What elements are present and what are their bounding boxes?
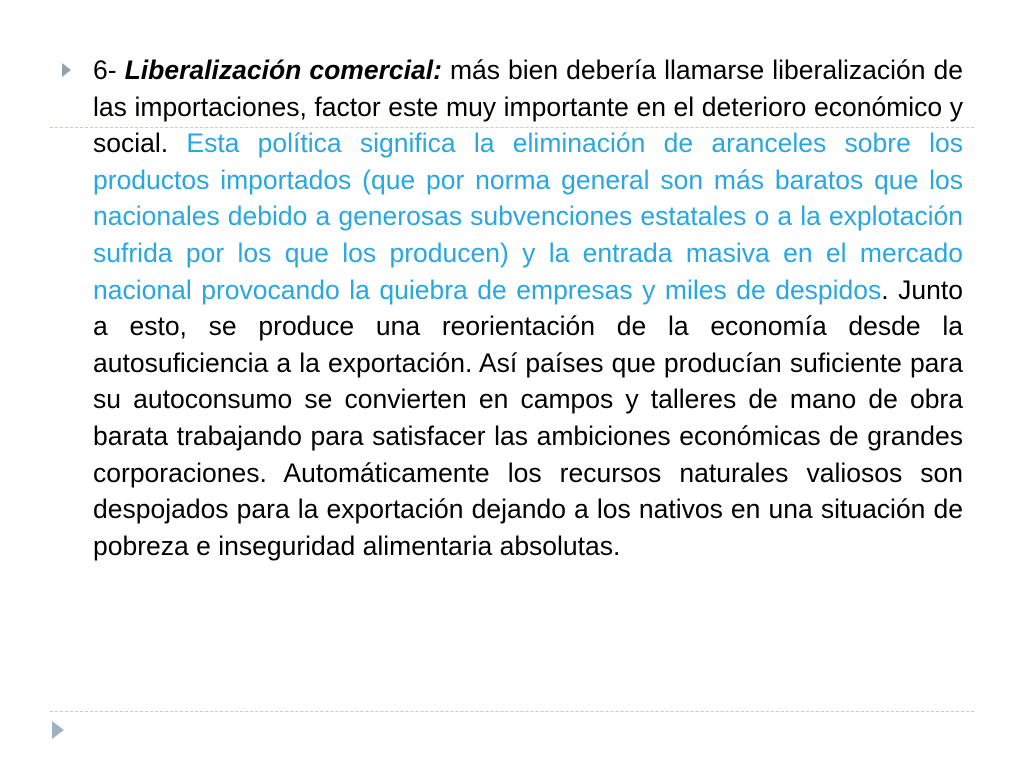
intro-text: más bien debería llamarse liberalización de las importaciones, factor este muy importante en el deterioro económico y social. [93,55,963,159]
bullet-term: Liberalización comercial: [124,55,442,85]
rest-text: . Junto a esto, se produce una reorientación de la economía desde la autosuficiencia a la exportación. Así países que producían suficiente para su autoconsumo se convierten en campos y talleres de mano de obra barata trabajando para satisfacer las ambiciones económicas de grandes corporaciones. Automáticamente los recursos naturales valiosos son despojados para la exportación dejando a los nativos en una situación de pobreza e inseguridad alimentaria absolutas. [93,274,963,561]
triangle-arrow-icon [52,721,64,739]
bullet-paragraph [93,52,963,564]
divider-bottom [50,711,974,712]
bullet-number: 6- [93,55,117,85]
triangle-bullet-icon [62,63,71,77]
highlighted-text: Esta política significa la eliminación de aranceles sobre los productos importados (que por norma general son más baratos que los nacionales debido a generosas subvenciones estatales o a la explotación sufrida por los que los producen) y la entrada masiva en el mercado nacional provocando la quiebra de empresas y miles de despidos [93,128,963,305]
